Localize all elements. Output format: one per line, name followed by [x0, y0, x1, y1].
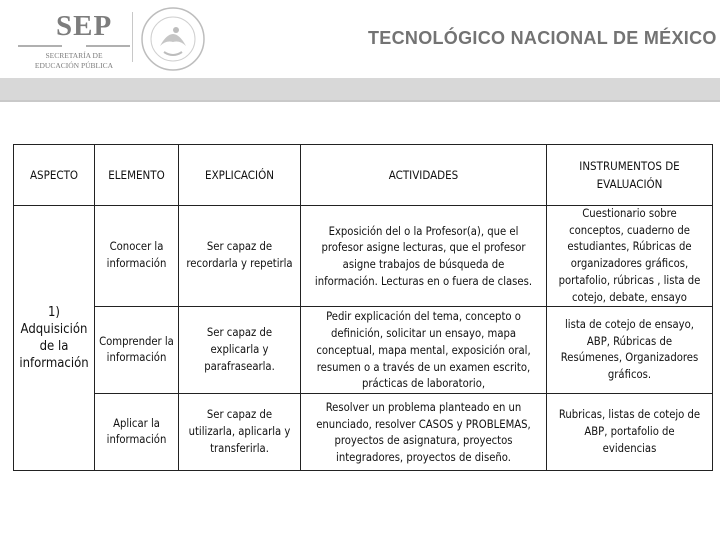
header-divider: [132, 12, 133, 62]
activities-line: definición, solicitar un ensayo, mapa: [330, 327, 517, 341]
sep-logo-sub2: EDUCACIÓN PÚBLICA: [34, 61, 114, 70]
explanation-line: parafrasearla.: [204, 359, 275, 373]
sep-logo-rule-right: [86, 45, 130, 47]
instruments-line: ABP, portafolio de: [584, 424, 675, 438]
table-row: [14, 206, 713, 307]
explanation-line: utilizarla, aplicarla y: [188, 424, 291, 438]
activities-line: Resolver un problema planteado en un: [325, 400, 522, 414]
table-row: [14, 307, 713, 394]
activities-line: enunciado, resolver CASOS y PROBLEMAS,: [316, 417, 531, 431]
header-band-rule: [0, 100, 720, 102]
activities-line: prácticas de laboratorio,: [361, 377, 486, 391]
element-line: Aplicar la: [113, 416, 160, 430]
header-explicacion: EXPLICACIÓN: [179, 145, 301, 206]
explanation-line: Ser capaz de: [206, 240, 273, 254]
header-band: [0, 78, 720, 100]
instruments-cell: [547, 394, 713, 471]
activities-cell: [301, 206, 547, 307]
explanation-line: transferirla.: [210, 441, 269, 455]
activities-line: Exposición del o la Profesor(a), que el: [328, 224, 519, 238]
table-header-row: [14, 145, 713, 206]
element-line: Comprender la: [99, 334, 174, 348]
header-aspecto: ASPECTO: [14, 145, 95, 206]
explanation-line: explicarla y: [210, 342, 269, 356]
element-line: información: [106, 433, 167, 447]
institution-title: TECNOLÓGICO NACIONAL DE MÉXICO: [368, 28, 717, 48]
instruments-line: ABP, Rúbricas de: [586, 334, 673, 348]
aspect-line: de la: [39, 339, 69, 355]
instruments-line: organizadores gráficos,: [570, 257, 689, 271]
sep-logo-sub1: SECRETARÍA DE: [45, 51, 103, 60]
instruments-line: portafolio, rúbricas , lista de: [558, 273, 701, 287]
instruments-line: cotejo, debate, ensayo: [572, 290, 687, 304]
aspect-cell: [14, 206, 95, 471]
instruments-cell: [547, 307, 713, 394]
evaluation-table: [13, 144, 713, 471]
table-row: [14, 394, 713, 471]
element-line: información: [106, 257, 167, 271]
element-cell: [95, 394, 179, 471]
element-cell: [95, 307, 179, 394]
header-instrumentos: INSTRUMENTOS DE EVALUACIÓN: [547, 145, 713, 206]
instruments-line: gráficos.: [607, 367, 652, 381]
activities-cell: [301, 307, 547, 394]
element-line: Conocer la: [109, 240, 164, 254]
explanation-cell: [179, 206, 301, 307]
aspect-line: 1): [47, 305, 60, 321]
activities-line: profesor asigne lecturas, que el profesor: [321, 241, 526, 255]
page-header: [0, 0, 720, 78]
aspect-line: Adquisición: [20, 322, 88, 338]
header-actividades: ACTIVIDADES: [301, 145, 547, 206]
sep-logo: [18, 10, 130, 70]
activities-line: integradores, proyectos de diseño.: [336, 450, 511, 464]
activities-line: resumen o a través de un examen escrito,: [316, 360, 531, 374]
activities-cell: [301, 394, 547, 471]
instruments-cell: [547, 206, 713, 307]
explanation-cell: [179, 307, 301, 394]
aspect-line: información: [19, 356, 89, 372]
explanation-line: Ser capaz de: [206, 408, 273, 422]
explanation-line: recordarla y repetirla: [186, 257, 293, 271]
header-elemento: ELEMENTO: [95, 145, 179, 206]
sep-logo-rule-left: [18, 45, 62, 47]
instruments-line: conceptos, cuaderno de: [569, 223, 690, 237]
explanation-cell: [179, 394, 301, 471]
explanation-line: Ser capaz de: [206, 326, 273, 340]
activities-line: Pedir explicación del tema, concepto o: [326, 310, 521, 324]
mexico-seal-icon: [140, 6, 206, 72]
sep-logo-title: SEP: [56, 10, 113, 42]
element-line: información: [106, 351, 167, 365]
activities-line: asigne trabajos de búsqueda de: [342, 258, 505, 272]
activities-line: conceptual, mapa mental, exposición oral,: [316, 343, 531, 357]
element-cell: [95, 206, 179, 307]
instruments-line: Resúmenes, Organizadores: [560, 351, 699, 365]
instruments-line: Rubricas, listas de cotejo de: [558, 408, 701, 422]
activities-line: información. Lecturas en o fuera de clases.: [314, 274, 533, 288]
instruments-line: lista de cotejo de ensayo,: [565, 317, 694, 331]
activities-line: proyectos de asignatura, proyectos: [334, 434, 513, 448]
instruments-line: estudiantes, Rúbricas de: [567, 240, 692, 254]
instruments-line: Cuestionario sobre: [582, 207, 677, 220]
instruments-line: evidencias: [602, 441, 657, 455]
